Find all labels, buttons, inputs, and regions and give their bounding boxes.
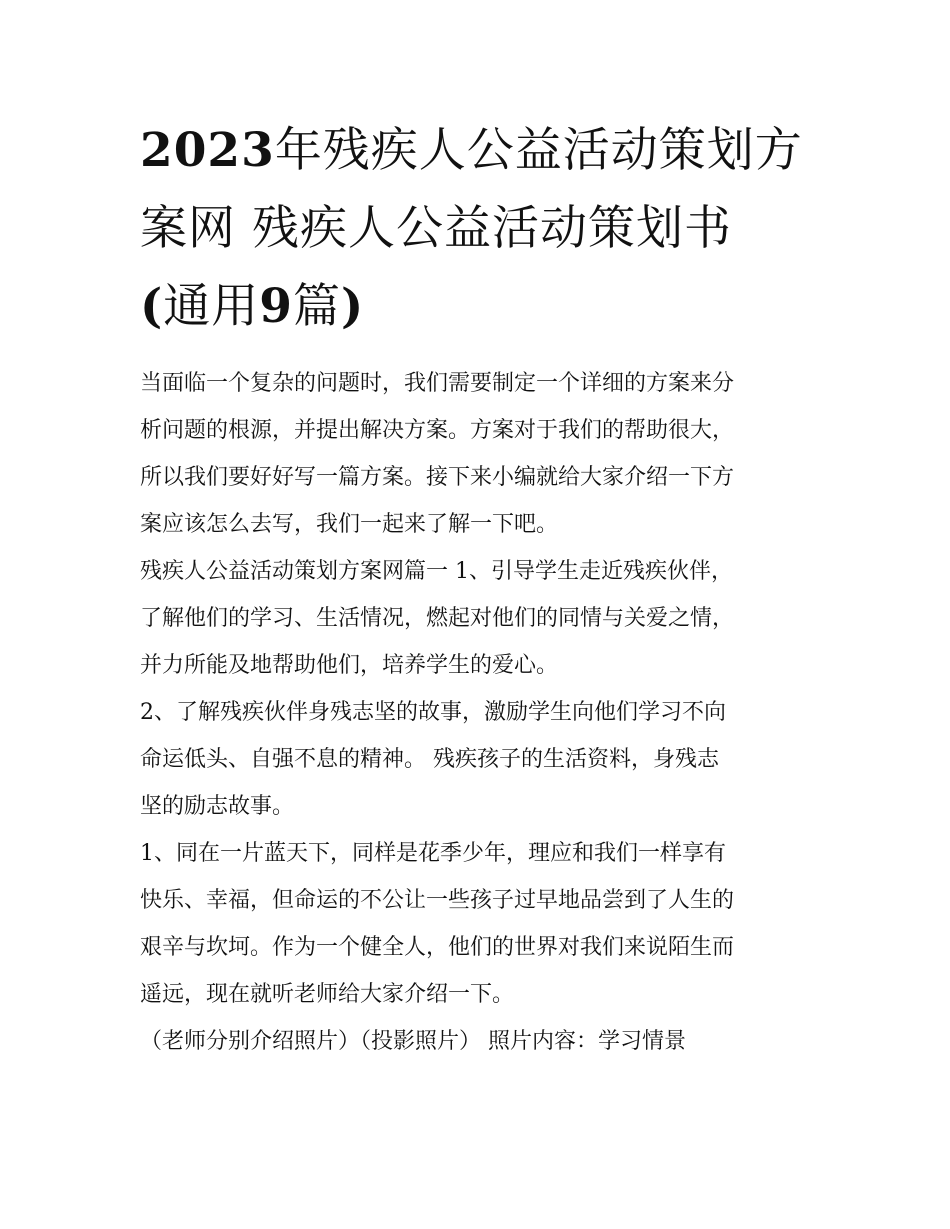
title-count: 9 bbox=[259, 279, 293, 334]
text-line: 所以我们要好好写一篇方案。接下来小编就给大家介绍一下方 bbox=[140, 465, 735, 490]
title-line bbox=[140, 268, 820, 346]
title-line bbox=[140, 112, 820, 190]
title-paren-open: ( bbox=[140, 279, 164, 334]
text-line: 坚的励志故事。 bbox=[140, 794, 295, 819]
text-line: 案应该怎么去写，我们一起来了解一下吧。 bbox=[140, 512, 559, 537]
title-text: 案网 残疾人公益活动策划书 bbox=[140, 201, 732, 256]
text-line: 命运低头、自强不息的精神。 残疾孩子的生活资料，身残志 bbox=[140, 747, 719, 772]
document-page bbox=[140, 112, 820, 1065]
text-line: 2、了解残疾伙伴身残志坚的故事，激励学生向他们学习不向 bbox=[140, 700, 726, 725]
text-line: 快乐、幸福，但命运的不公让一些孩子过早地品尝到了人生的 bbox=[140, 888, 735, 913]
section-one-paragraph bbox=[140, 548, 820, 689]
text-line: 遥远，现在就听老师给大家介绍一下。 bbox=[140, 982, 515, 1007]
title-text: 年残疾人公益活动策划方 bbox=[274, 123, 803, 178]
document-title bbox=[140, 112, 820, 346]
text-line: 艰辛与坎坷。作为一个健全人，他们的世界对我们来说陌生而 bbox=[140, 935, 735, 960]
title-year: 2023 bbox=[140, 123, 275, 178]
text-line: 1、同在一片蓝天下，同样是花季少年，理应和我们一样享有 bbox=[140, 841, 726, 866]
text-line: 残疾人公益活动策划方案网篇一 1、引导学生走近残疾伙伴， bbox=[140, 559, 733, 584]
text-line: 了解他们的学习、生活情况，燃起对他们的同情与关爱之情， bbox=[140, 606, 735, 631]
activity-step-paragraph bbox=[140, 830, 820, 1018]
document-body bbox=[140, 360, 820, 1065]
goal-two-paragraph bbox=[140, 689, 820, 830]
text-line: （老师分别介绍照片）（投影照片） 照片内容：学习情景 bbox=[140, 1029, 686, 1054]
text-line: 析问题的根源，并提出解决方案。方案对于我们的帮助很大， bbox=[140, 418, 735, 443]
title-paren-close: ) bbox=[340, 279, 365, 334]
title-line bbox=[140, 190, 820, 268]
title-text: 通用 bbox=[163, 279, 260, 334]
title-text: 篇 bbox=[292, 279, 341, 334]
intro-paragraph bbox=[140, 360, 820, 548]
photo-note-paragraph bbox=[140, 1018, 820, 1065]
text-line: 当面临一个复杂的问题时，我们需要制定一个详细的方案来分 bbox=[140, 371, 735, 396]
text-line: 并力所能及地帮助他们，培养学生的爱心。 bbox=[140, 653, 559, 678]
